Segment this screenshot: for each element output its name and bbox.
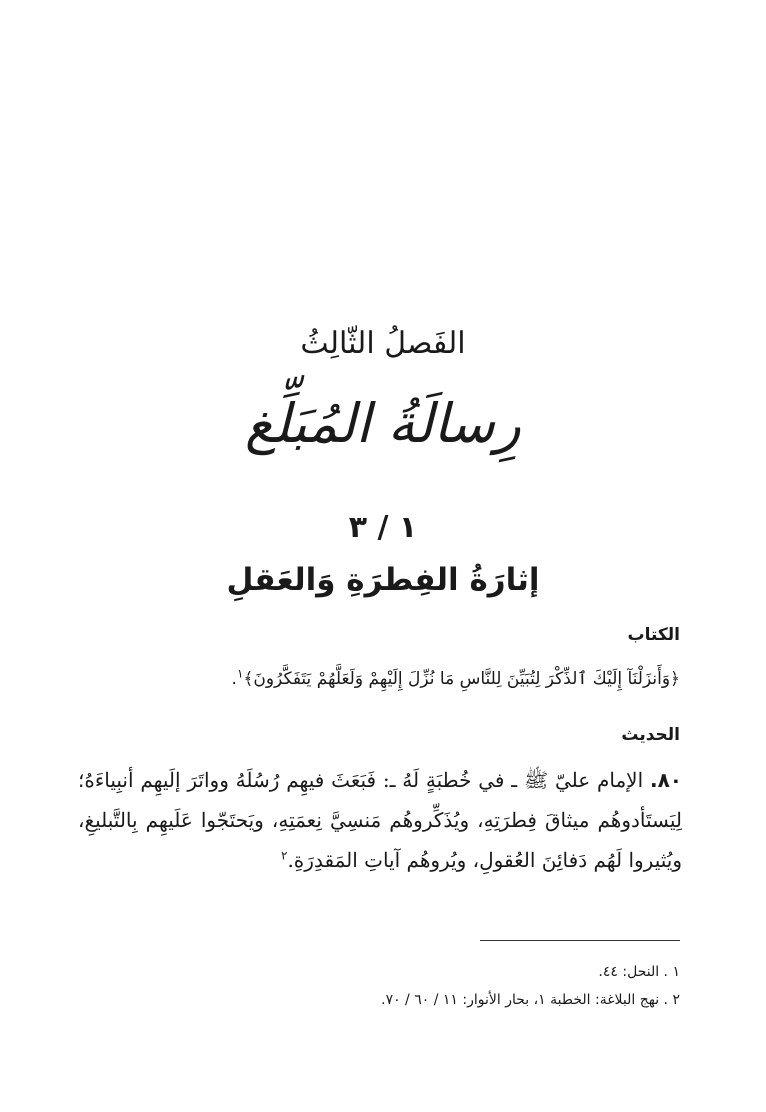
verse-end: . — [231, 669, 237, 689]
section-number: ١ / ٣ — [348, 510, 418, 545]
quran-verse — [80, 664, 680, 694]
book-heading: الكتاب — [627, 625, 680, 645]
chapter-title: رِسالَةُ المُبَلِّغ — [245, 392, 521, 455]
footnote-2: ٢ . نهج البلاغة: الخطبة ١، بحار الأنوار: ١١ / ٦٠ / ٧٠. — [381, 992, 680, 1008]
footnotes — [80, 958, 680, 1014]
hadith-paragraph — [78, 760, 682, 880]
verse-text: ﴿وَأَنزَلْنَآ إِلَيْكَ ٱلذِّكْرَ لِتُبَيِّنَ لِلنَّاسِ مَا نُزِّلَ إِلَيْهِمْ وَلَعَلَّهُمْ يَتَفَكَّرُونَ﴾ — [243, 669, 680, 689]
hadith-number: ٨٠. — [649, 768, 683, 792]
hadith-heading: الحديث — [621, 725, 680, 745]
footnote-divider — [480, 940, 680, 941]
verse-footnote-ref: ١ — [236, 666, 244, 681]
footnote-1: ١ . النحل: ٤٤. — [598, 964, 680, 980]
hadith-footnote-ref: ٢ — [281, 848, 288, 863]
hadith-text: الإمام عليّ ﷺ ـ في خُطبَةٍ لَهُ ـ: فَبَعَثَ فيهِم رُسُلَهُ وواتَرَ إلَيهِم أنبِياءَهُ؛ لِيَستَأدوهُم ميثاقَ فِطرَتِهِ، ويُذَكِّروهُم مَنسِيَّ نِعمَتِهِ، ويَحتَجّوا عَلَيهِم بِالتَّبليغِ، ويُثيروا لَهُم دَفائِنَ العُقولِ، ويُروهُم آياتِ المَقدِرَةِ. — [78, 768, 682, 872]
section-title: إثارَةُ الفِطرَةِ وَالعَقلِ — [226, 562, 540, 598]
chapter-label: الفَصلُ الثّالِثُ — [300, 326, 466, 361]
